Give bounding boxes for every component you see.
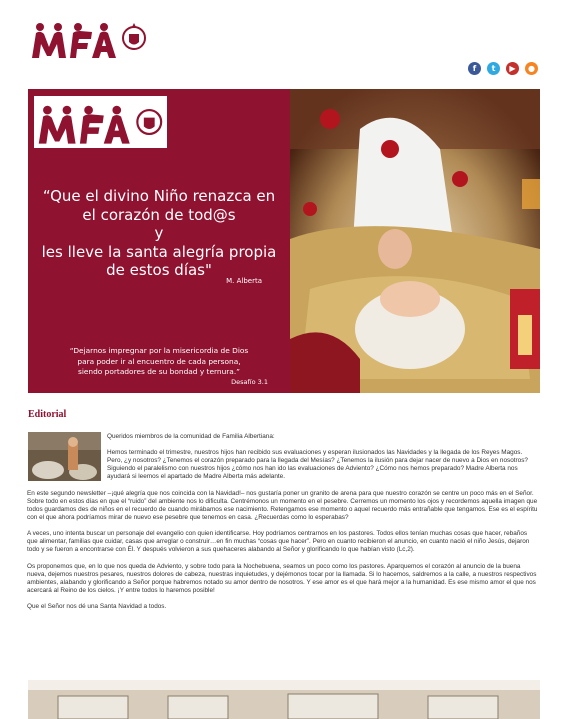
nativity-scene-image (290, 89, 540, 393)
quote-reference: Desafío 3.1 (231, 378, 268, 386)
banner-quote (38, 187, 280, 280)
quote-line: y (154, 224, 164, 242)
banner-secondary-quote (38, 346, 280, 378)
christmas-banner (28, 89, 540, 393)
quote-line: “Que el divino Niño renazca en (42, 187, 276, 205)
banner-logo (34, 96, 167, 148)
secondary-quote-line: para poder ir al encuentro de cada persona, (77, 356, 241, 366)
editorial-paragraph: Que el Señor nos dé una Santa Navidad a todos. (27, 602, 167, 610)
rss-icon[interactable]: ● (525, 62, 538, 75)
bottom-photo (28, 680, 540, 719)
editorial-paragraph: A veces, uno intenta buscar un personaje del evangelio con quien identificarse. Hoy podríamos centrarnos en los pastores. Todos ellos tenían muchas cosas que hacer, rebaños que alimentar, familias que cuidar, casas que arreglar o construir…en fin muchas “cosas que hacer”. Pero en cuanto recibieron el anuncio, en cuanto nació el niño Jesús, dejaron todo y se fueron a encontrarse con Él. Y después volvieron a sus quehaceres alabando al Señor y glorificando lo que habían visto (Lc,2). (27, 530, 530, 554)
secondary-quote-line: siendo portadores de su bondad y ternura.” (77, 367, 241, 376)
banner-quote-panel (28, 89, 290, 393)
quote-author: M. Alberta (226, 277, 262, 285)
mfa-logo-graphic (34, 96, 167, 148)
social-links (468, 62, 538, 75)
quote-line: el corazón de tod@s (82, 205, 236, 224)
quote-line: les lleve la santa alegría propia (41, 242, 277, 261)
editorial-title: Editorial (28, 409, 67, 420)
editorial-paragraph: Os proponemos que, en lo que nos queda de Adviento, y sobre todo para la Nochebuena, seamos un poco como los pastores. Aparquemos el corazón al anuncio de la buena nueva, dejemos nuestros pesares, nuestros dolores de cabeza, nuestras inquietudes, y dejémonos tocar por la llamada. Si lo hacemos, saldremos a la calle, a nuestros respectivos ambientes, alabando y glorificando a Señor porque habremos notado su amor dentro de nosotros. Y ese amor es el que hará mejor a la humanidad. Es ese mismo amor el que nos acercará al Reino de los cielos. ¡Y entre todos lo haremos posible! (27, 562, 537, 594)
editorial-paragraph: En este segundo newsletter –¡qué alegría que nos coincida con la Navidad!– nos gustaría poner un granito de arena para que nuestro corazón se centre un poco más en el Señor. Sobre todo en estos días en que el “ruido” del ambiente nos lo dificulta. Centrémonos un momento en el pesebre. Cerremos un momento los ojos y recordemos aquella imagen que todos guardamos des de niños en el recuerdo de cuando mirábamos ese nacimiento. Retengamos ese momento o aquel recuerdo más entrañable que tengamos. Ese es el espíritu con el que ahora podríamos mirar de nuevo ese pesebre que tenemos en casa. ¿Recuerdas como lo esperabas? (27, 489, 538, 521)
editorial-body (27, 433, 539, 619)
editorial-paragraph: Hemos terminado el trimestre, nuestros hijos han recibido sus evaluaciones y esperan ilusionados las Navidades y la llegada de los Reyes Magos. Pero, ¿y nosotros? ¿Tenemos el corazón preparado para la llegada del Mesías? ¿Tenemos la ilusión para dejar nacer de nuevo a Dios en nosotros? Siguiendo el paralelismo con nuestros hijos ¿cómo nos han ido las evaluaciones de Adviento? ¿Cómo nos hemos preparado? Madre Alberta nos ayudará si leemos el apartado de Madre Alberta más adelante. (107, 449, 528, 481)
youtube-icon[interactable]: ▶ (506, 62, 519, 75)
secondary-quote-line: “Dejarnos impregnar por la misericordia de Dios (69, 346, 249, 355)
interior-room-image (28, 680, 540, 719)
twitter-icon[interactable]: t (487, 62, 500, 75)
facebook-icon[interactable]: f (468, 62, 481, 75)
nativity-photo (290, 89, 540, 393)
brand-logo[interactable] (28, 14, 150, 62)
editorial-paragraph: Queridos miembros de la comunidad de Familia Albertiana: (107, 433, 275, 440)
mfa-logo-graphic (28, 14, 150, 62)
quote-line: de estos días" (106, 261, 212, 279)
